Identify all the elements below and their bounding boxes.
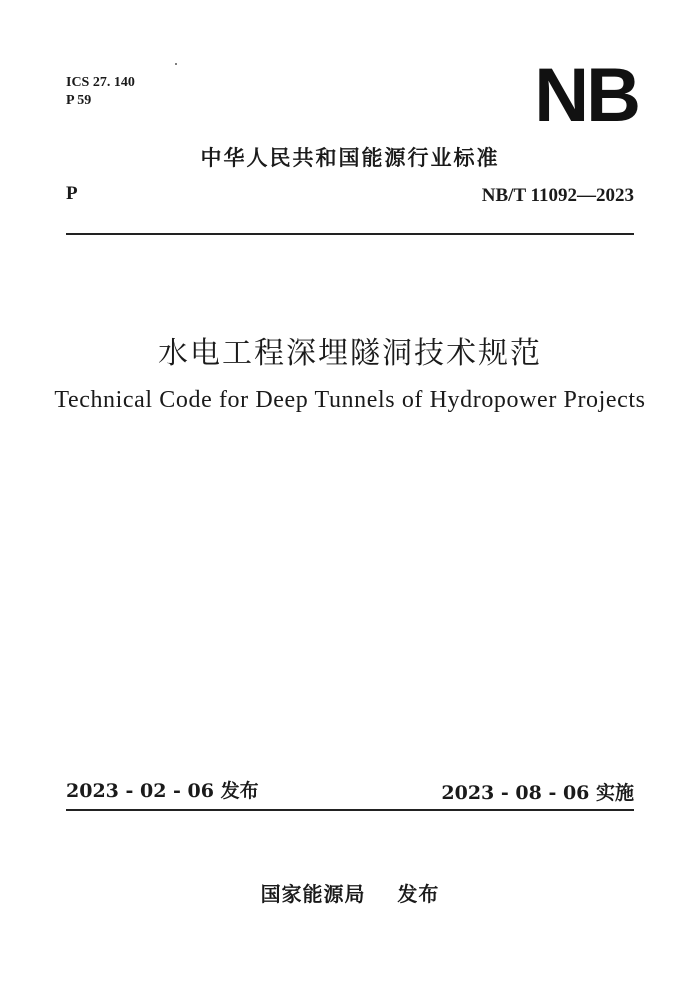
ccs-code: P 59	[66, 93, 92, 108]
ics-code: ICS 27. 140	[66, 75, 135, 90]
issue-date: 2023 - 02 - 06 发布	[66, 780, 259, 802]
category-code: P	[66, 183, 78, 204]
date-divider	[66, 809, 634, 811]
title-english: Technical Code for Deep Tunnels of Hydropower Projects	[54, 387, 646, 413]
title-chinese: 水电工程深埋隧洞技术规范	[158, 336, 542, 371]
scan-speck	[175, 63, 177, 65]
issuer: 国家能源局 发布	[260, 882, 440, 906]
nb-logo: NB	[534, 53, 638, 138]
industry-standard-heading: 中华人民共和国能源行业标准	[200, 146, 500, 170]
standard-number: NB/T 11092—2023	[481, 185, 634, 206]
header-divider	[66, 233, 634, 235]
implementation-date: 2023 - 08 - 06 实施	[441, 782, 634, 804]
